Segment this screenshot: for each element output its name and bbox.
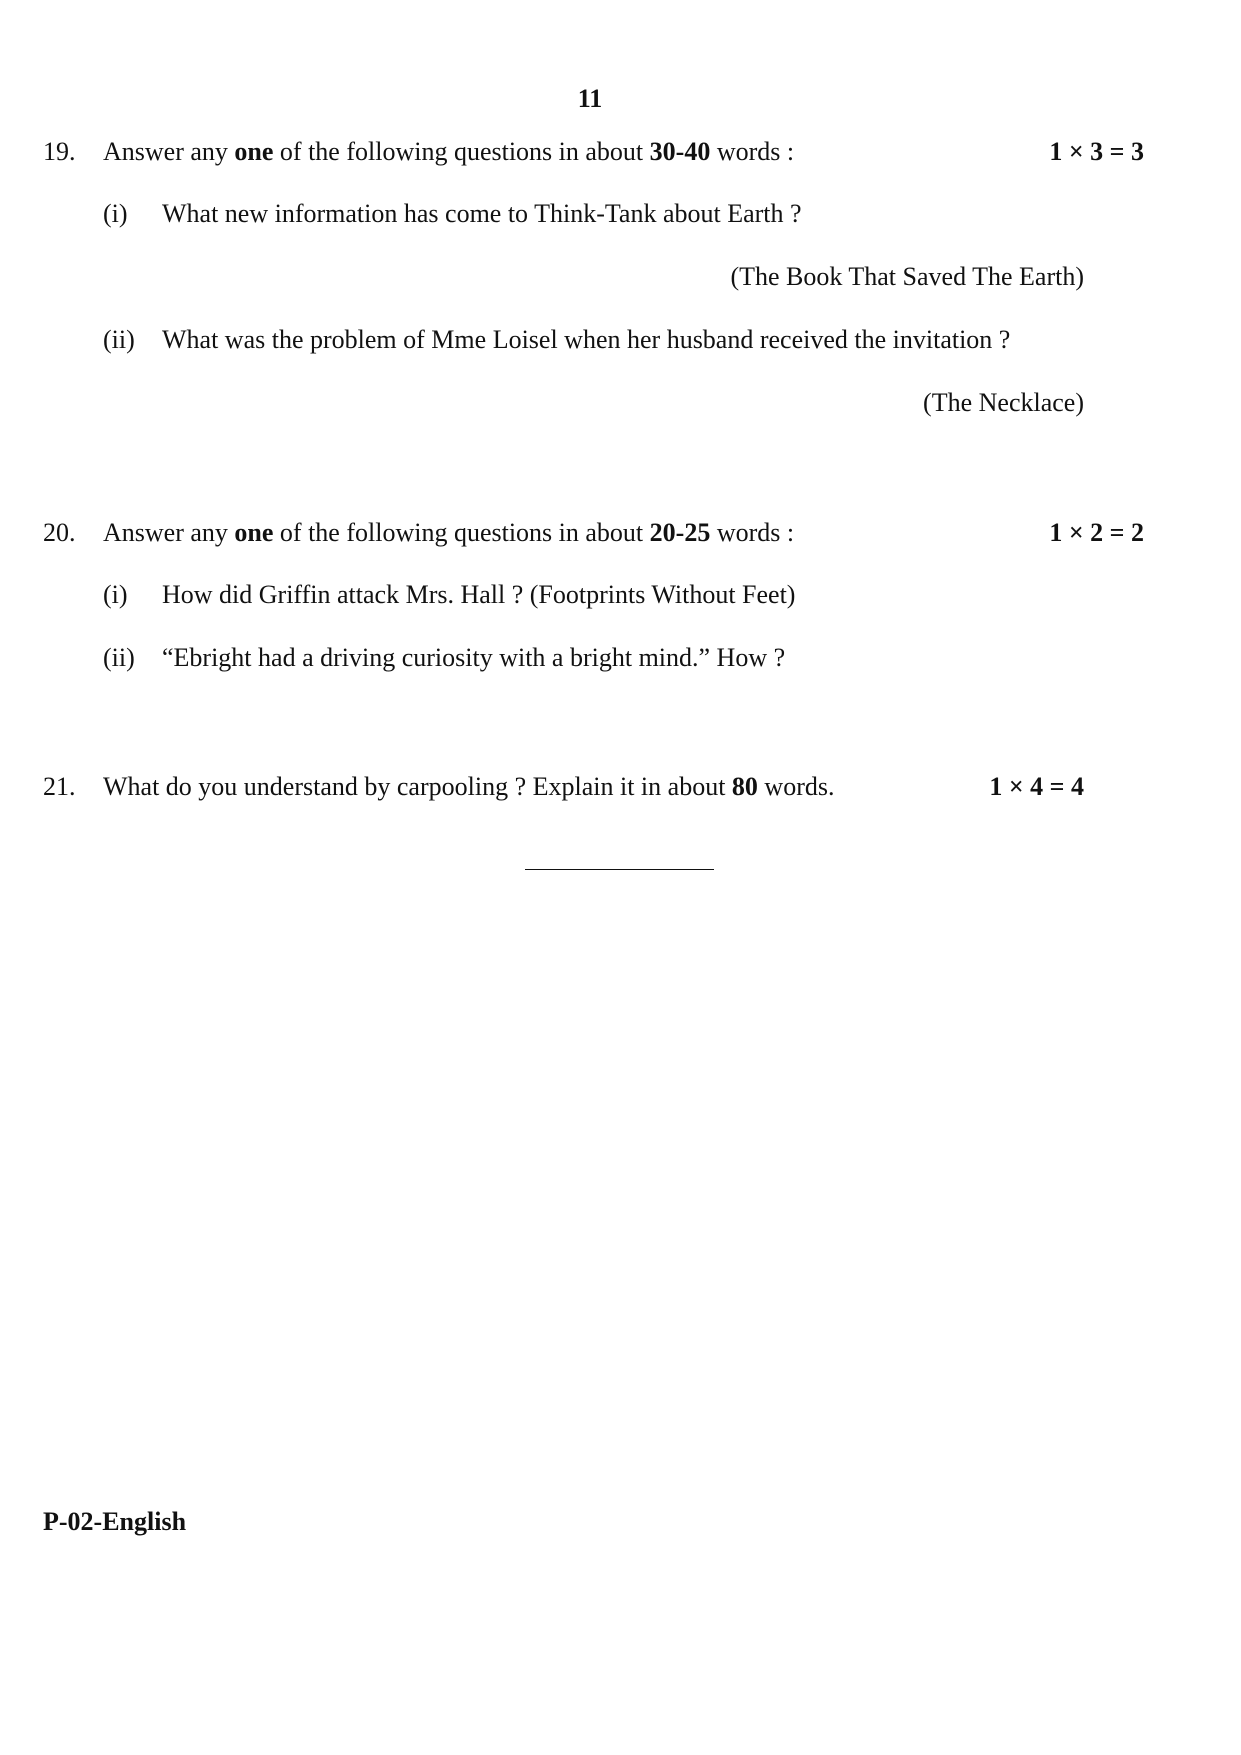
question-19-item-2-source: (The Necklace) xyxy=(923,388,1084,417)
instruction-text: of the following questions in about xyxy=(273,518,650,547)
instruction-text: words : xyxy=(710,137,795,166)
instruction-text: Answer any xyxy=(103,518,235,547)
instruction-text: Answer any xyxy=(103,137,235,166)
instruction-text: words. xyxy=(757,772,835,801)
instruction-emphasis: one xyxy=(234,518,274,547)
question-20-marks: 1 × 2 = 2 xyxy=(1049,518,1144,547)
instruction-text: What do you understand by carpooling ? Explain it in about xyxy=(103,772,732,801)
question-20-item-1-label: (i) xyxy=(103,580,128,609)
paper-code: P-02-English xyxy=(43,1507,187,1536)
question-19-instruction xyxy=(103,136,794,167)
question-19-item-1-source: (The Book That Saved The Earth) xyxy=(730,262,1084,291)
question-21-instruction xyxy=(103,771,834,802)
word-limit: 80 xyxy=(731,772,758,801)
question-21-number: 21. xyxy=(43,772,76,801)
question-21-marks: 1 × 4 = 4 xyxy=(989,772,1084,801)
question-19-item-2-text: What was the problem of Mme Loisel when her husband received the invitation ? xyxy=(162,325,1011,354)
question-19-number: 19. xyxy=(43,137,76,166)
end-of-paper-rule xyxy=(525,869,714,870)
question-20-item-1-text: How did Griffin attack Mrs. Hall ? (Footprints Without Feet) xyxy=(162,580,796,609)
instruction-text: of the following questions in about xyxy=(273,137,650,166)
question-19-item-2-label: (ii) xyxy=(103,325,135,354)
question-20-number: 20. xyxy=(43,518,76,547)
instruction-text: words : xyxy=(710,518,795,547)
question-19-marks: 1 × 3 = 3 xyxy=(1049,137,1144,166)
question-20-item-2-label: (ii) xyxy=(103,643,135,672)
word-limit: 20-25 xyxy=(649,518,711,547)
question-20-instruction xyxy=(103,517,794,548)
question-19-item-1-label: (i) xyxy=(103,199,128,228)
word-limit: 30-40 xyxy=(649,137,711,166)
instruction-emphasis: one xyxy=(234,137,274,166)
page-number: 11 xyxy=(577,84,603,113)
question-20-item-2-text: “Ebright had a driving curiosity with a bright mind.” How ? xyxy=(162,643,786,672)
question-19-item-1-text: What new information has come to Think-Tank about Earth ? xyxy=(162,199,802,228)
